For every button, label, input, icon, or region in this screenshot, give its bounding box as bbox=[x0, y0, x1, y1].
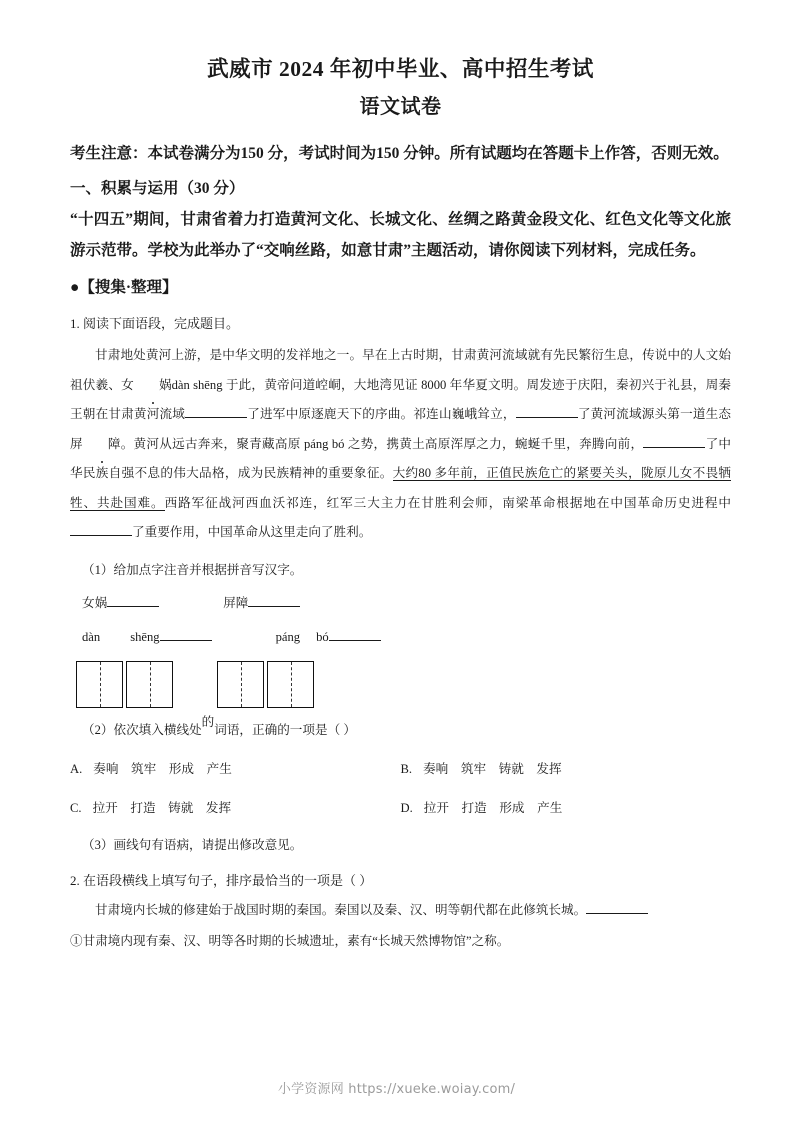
page-title: 武威市 2024 年初中毕业、高中招生考试 bbox=[207, 57, 594, 81]
answer-blank-pingzhang[interactable] bbox=[248, 606, 300, 607]
emphasis-dot-char-zhang: 障 bbox=[83, 430, 121, 460]
passage-text-part-5: 。黄河从远古奔来，聚青藏高原 páng bó 之势，携黄土高原浑厚之力，蜿蜒千里，奔腾向前， bbox=[120, 436, 644, 451]
passage-blank-1[interactable] bbox=[185, 417, 247, 418]
passage-text-part-1: 甘肃地处黄河上游，是中华文明的发祥地之一。早在上古时期，甘肃黄河流域就有先民繁衍生息，传说中的人文始祖伏羲、女 bbox=[70, 348, 731, 392]
option-a[interactable] bbox=[70, 755, 401, 784]
writing-box[interactable] bbox=[126, 661, 173, 708]
question-2-passage bbox=[70, 896, 731, 926]
writing-box[interactable] bbox=[76, 661, 123, 708]
option-d[interactable] bbox=[401, 794, 732, 823]
question-1-sub-1-label: （1）给加点字注音并根据拼音写汉字。 bbox=[82, 562, 303, 577]
question-1-sub-3-label: （3）画线句有语病，请提出修改意见。 bbox=[82, 837, 303, 852]
question-2-item-1: ①甘肃境内现有秦、汉、明等各时期的长城遗址，素有“长城天然博物馆”之称。 bbox=[70, 934, 510, 948]
question-1-stem: 1. 阅读下面语段，完成题目。 bbox=[70, 316, 240, 331]
option-row-ab bbox=[70, 755, 731, 784]
writing-box[interactable] bbox=[217, 661, 264, 708]
passage-text-part-3: 了进军中原逐鹿天下的序曲。祁连山巍峨耸立， bbox=[247, 407, 516, 421]
option-a-key: A. bbox=[70, 761, 83, 776]
page-subtitle: 语文试卷 bbox=[359, 96, 442, 118]
term-nvwa: 女娲 bbox=[82, 595, 108, 610]
writing-box[interactable] bbox=[267, 661, 314, 708]
question-2-passage-text: 甘肃境内长城的修建始于战国时期的秦国。秦国以及秦、汉、明等朝代都在此修筑长城。 bbox=[95, 902, 587, 917]
option-row-cd bbox=[70, 794, 731, 823]
question-1-passage bbox=[70, 341, 731, 548]
footer-watermark: 小学资源网 https://xueke.woiay.com/ bbox=[277, 1082, 516, 1097]
section-heading-one: 一、积累与运用（30 分） bbox=[70, 180, 245, 197]
passage-text-part-8: 了重要作用，中国革命从这里走向了胜利。 bbox=[132, 525, 372, 539]
underlined-sentence: 大约80 多年前，正值民族危亡的紧要关头，陇原儿女不畏牺牲、共赴国难。 bbox=[70, 466, 731, 510]
passage-text-part-2: dàn shēng 于此，黄帝问道崆峒，大地湾见证 8000 年华夏文明。周发迹于庆阳，秦初兴于礼县，周秦王朝在甘肃黄河流域 bbox=[70, 377, 731, 421]
option-b-key: B. bbox=[400, 761, 413, 776]
pinyin-answer-row-syllables bbox=[70, 623, 731, 651]
answer-blank-pangbo[interactable] bbox=[329, 640, 381, 641]
passage-blank-4[interactable] bbox=[70, 535, 132, 536]
pinyin-dan: dàn bbox=[82, 629, 101, 644]
question-1-sub-2-label: （2）依次填入横线处的词语，正确的一项是（ ） bbox=[82, 715, 356, 737]
subsection-heading-collect: ●【搜集·整理】 bbox=[70, 279, 178, 296]
section-one-lead-paragraph: “十四五”期间，甘肃省着力打造黄河文化、长城文化、丝绸之路黄金段文化、红色文化等文化旅游示范带。学校为此举办了“交响丝路，如意甘肃”主题活动，请你阅读下列材料，完成任务。 bbox=[70, 211, 731, 259]
emphasis-dot-char-wa: 娲 bbox=[134, 371, 172, 401]
answer-blank-dansheng[interactable] bbox=[160, 640, 212, 641]
answer-blank-nvwa[interactable] bbox=[107, 606, 159, 607]
writing-box-pair-right bbox=[217, 661, 314, 708]
option-d-text: 拉开 打造 形成 产生 bbox=[423, 800, 563, 815]
option-c[interactable] bbox=[70, 794, 401, 823]
option-a-text: 奏响 筑牢 形成 产生 bbox=[93, 761, 232, 776]
question-2-stem: 2. 在语段横线上填写句子，排序最恰当的一项是（ ） bbox=[70, 872, 373, 888]
pinyin-sheng: shēng bbox=[130, 629, 160, 644]
pinyin-answer-row-characters bbox=[70, 589, 731, 617]
passage-text-part-7: 西路军征战河西血沃祁连，红军三大主力在甘胜利会师，南梁革命根据地在中国革命历史进程中 bbox=[164, 495, 732, 510]
exam-notice: 考生注意：本试卷满分为150 分，考试时间为150 分钟。所有试题均在答题卡上作答，否则无效。 bbox=[70, 145, 729, 162]
character-writing-grid bbox=[70, 661, 731, 708]
passage-text-part-6: 了中华民族自强不息的伟大品格，成为民族精神的重要象征。 bbox=[70, 436, 732, 480]
option-c-key: C. bbox=[70, 800, 82, 815]
term-pingzhang: 屏障 bbox=[223, 595, 249, 610]
option-c-text: 拉开 打造 铸就 发挥 bbox=[92, 800, 232, 815]
pinyin-pang: páng bbox=[275, 629, 301, 644]
passage-blank-3[interactable] bbox=[643, 447, 705, 448]
option-b[interactable] bbox=[401, 755, 732, 784]
option-d-key: D. bbox=[400, 800, 413, 815]
sub2-label-before: （2）依次填入横线处 bbox=[82, 722, 202, 737]
option-b-text: 奏响 筑牢 铸就 发挥 bbox=[423, 761, 562, 776]
question-2-blank[interactable] bbox=[586, 913, 648, 914]
sub2-label-after: 词语，正确的一项是（ ） bbox=[214, 722, 356, 737]
writing-box-pair-left bbox=[76, 661, 173, 708]
pinyin-bo: bó bbox=[316, 629, 329, 644]
passage-text-part-4: 了黄河流域源头第一道生态屏 bbox=[70, 407, 731, 451]
passage-blank-2[interactable] bbox=[516, 417, 578, 418]
